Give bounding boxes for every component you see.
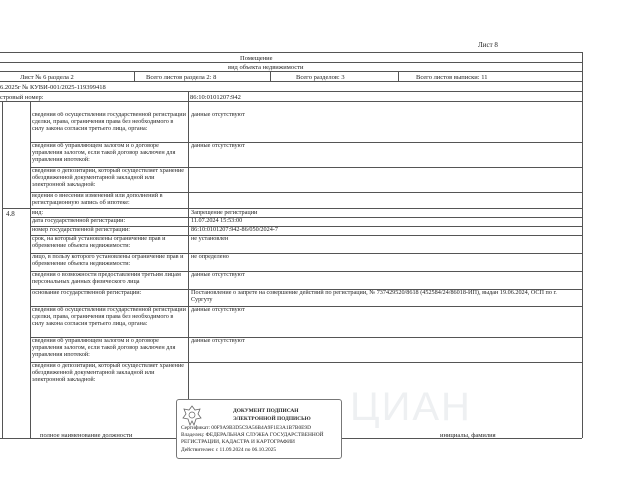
row-label: вид: <box>32 210 44 216</box>
row-label: сведения об управляющем залогом и о договоре управления залогом, если такой договор заключен для управления ипотекой: <box>32 143 176 163</box>
row-value: Запрещение регистрации <box>191 210 258 216</box>
total-sheets-extract: Всего листов выписки: 11 <box>416 74 488 81</box>
initials-label: инициалы, фамилия <box>440 432 496 439</box>
row-label: срок, на который установлены ограничение прав и обременение объекта недвижимости: <box>32 236 166 249</box>
row-label: номер государственной регистрации: <box>32 227 130 233</box>
hdr-div3 <box>398 71 399 81</box>
row-value: данные отсутствуют <box>191 272 245 278</box>
row-label: сведения об осуществлении государственной регистрации сделки, права, ограничения права без необходимого в силу закона согласия третьего лица, органа: <box>32 112 186 132</box>
col-label-right <box>188 101 189 438</box>
total-sheets-section: Всего листов раздела 2: 8 <box>146 74 217 81</box>
row-line <box>2 208 582 209</box>
stamp-line2: ЭЛЕКТРОННОЙ ПОДПИСЬЮ <box>233 416 311 422</box>
cadastral-label: стровый номер: <box>0 94 44 101</box>
row-label: сведения о возможности предоставления третьим лицам персональных данных физического лица <box>32 272 181 285</box>
hdr-div1 <box>134 71 135 81</box>
row-label: сведения о депозитарии, который осуществляет хранение обездвиженной документарной закладной или электронной закладной: <box>32 363 185 383</box>
sheet-of-section: Лист № 6 раздела 2 <box>20 74 74 81</box>
frame-top <box>0 52 582 53</box>
total-sections: Всего разделов: 3 <box>296 74 345 81</box>
row-value: 86:10:0101207:942-86/050/2024-7 <box>191 227 278 233</box>
stamp-line5: РЕГИСТРАЦИИ, КАДАСТРА И КАРТОГРАФИИ <box>181 439 295 445</box>
frame-right <box>582 52 583 438</box>
row-label: основание государственной регистрации: <box>32 290 142 296</box>
row-label: сведения об управляющем залогом и о договоре управления залогом, если такой договор заключен для управления ипотекой: <box>32 338 176 358</box>
object-underline <box>0 71 582 72</box>
row-label: ведения о внесении изменений или дополнений в регистрационную запись об ипотеке: <box>32 193 163 206</box>
hdr-line3 <box>0 81 582 82</box>
row-value: данные отсутствуют <box>191 307 245 313</box>
hdr-line5 <box>0 101 582 102</box>
row-value: данные отсутствуют <box>191 112 245 118</box>
col-num-left <box>2 101 3 438</box>
row-value: данные отсутствуют <box>191 338 245 344</box>
section-title: Помещение <box>240 55 273 62</box>
hdr-div4 <box>188 91 189 101</box>
watermark-logo: ЦИАН <box>350 385 472 429</box>
row-label: дата государственной регистрации: <box>32 218 126 224</box>
row-value: данные отсутствуют <box>191 143 245 149</box>
section-number: 4.8 <box>6 210 15 218</box>
stamp-line1: ДОКУМЕНТ ПОДПИСАН <box>233 408 299 414</box>
cadastral-value: 86:10:0101207:942 <box>190 94 241 101</box>
row-value: 11.07.2024 15:53:00 <box>191 218 243 224</box>
stamp-line6: Действителен: с 11.09.2024 по 06.10.2025 <box>181 447 277 453</box>
position-label: полное наименование должности <box>40 432 133 439</box>
extract-date-number: 6.2025г № КУВИ-001/2025-119399418 <box>0 84 106 91</box>
electronic-signature-stamp <box>176 399 342 459</box>
stamp-line4: Владелец: ФЕДЕРАЛЬНАЯ СЛУЖБА ГОСУДАРСТВЕННОЙ <box>181 432 324 438</box>
object-type: вид объекта недвижимости <box>228 64 304 71</box>
row-value: Постановление о запрете на совершение действий по регистрации, № 737429520/8618 (452584/24/86018-ИП), выдан 19.06.2024, ОСП по г. Сургуту <box>191 290 557 303</box>
row-label: сведения о депозитарии, который осуществляет хранение обездвиженной документарной закладной или электронной закладной: <box>32 168 185 188</box>
row-label: сведения об осуществлении государственной регистрации сделки, права, ограничения права без необходимого в силу закона согласия третьего лица, органа: <box>32 307 186 327</box>
sheet-number: Лист 8 <box>478 41 498 49</box>
col-num-right <box>30 101 31 438</box>
row-label: лицо, в пользу которого установлены ограничение прав и обременение объекта недвижимости: <box>32 254 184 267</box>
hdr-line4 <box>0 91 582 92</box>
stamp-line3: Сертификат: 00F9A9B3D5C9A56B4A9F1E3A1B7B0E9D <box>181 425 312 431</box>
hdr-div2 <box>270 71 271 81</box>
title-underline <box>0 62 582 63</box>
row-value: не установлен <box>191 236 229 242</box>
row-value: не определено <box>191 254 229 260</box>
